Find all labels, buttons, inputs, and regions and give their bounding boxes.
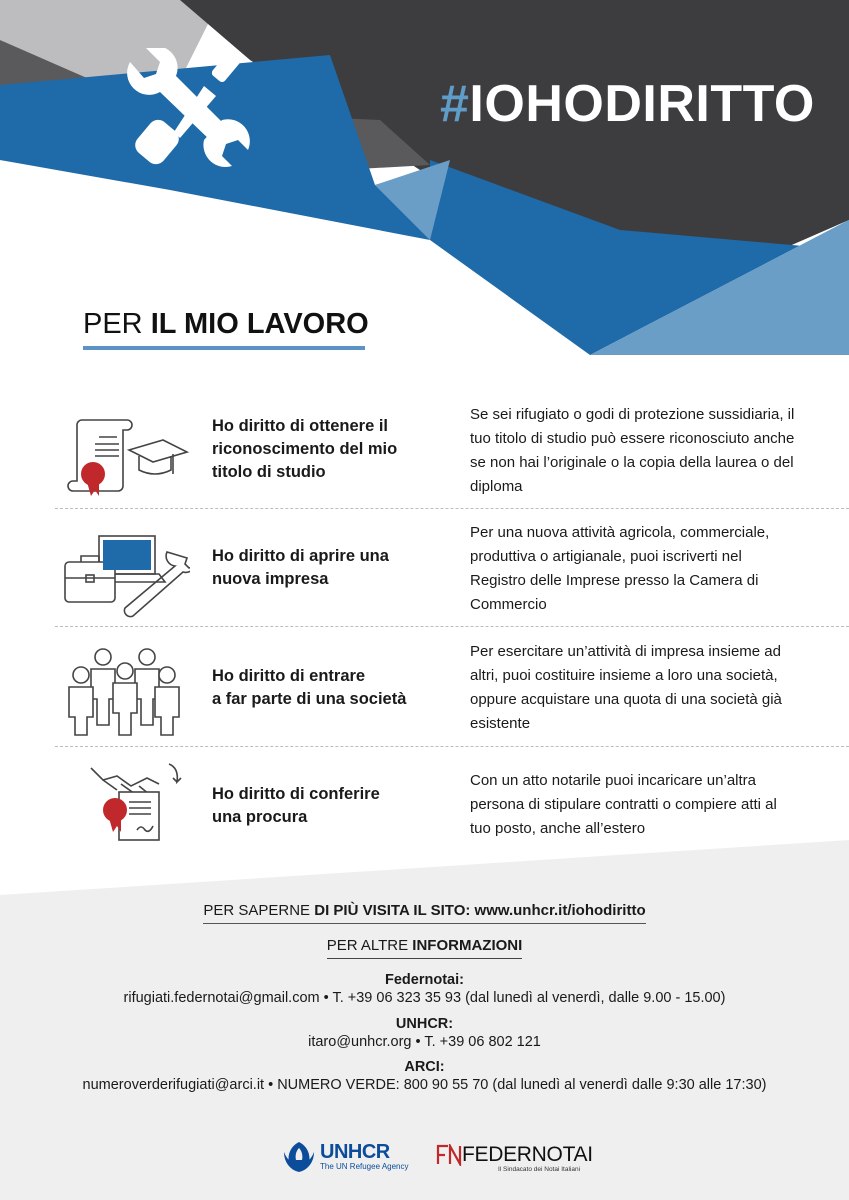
- visit-site-text: PER SAPERNE DI PIÙ VISITA IL SITO: www.unhcr.it/iohodiritto: [203, 902, 645, 924]
- contact-line-unhcr[interactable]: itaro@unhcr.org • T. +39 06 802 121: [308, 1034, 541, 1050]
- contact-org-unhcr: UNHCR:: [395, 1016, 454, 1032]
- federnotai-tagline: Il Sindacato dei Notai Italiani: [498, 1166, 581, 1173]
- wrench-screwdriver-icon: [122, 48, 257, 173]
- section-title: PER IL MIO LAVORO: [83, 308, 369, 340]
- unhcr-logo-text: UNHCR: [320, 1141, 390, 1163]
- unhcr-emblem-icon: [282, 1140, 316, 1174]
- people-group-icon: [55, 643, 190, 738]
- right-description: Se sei rifugiato o godi di protezione sussidiaria, il tuo titolo di studio può essere riconosciuto anche se non hai l’originale o la copia della laurea o del diploma: [470, 406, 795, 495]
- right-description: Con un atto notarile puoi incaricare un’altra persona di stipulare contratti o compiere atti al tuo posto, anche all’estero: [470, 772, 777, 837]
- diploma-graduation-cap-icon: [55, 412, 190, 502]
- contact-line-arci[interactable]: numeroverderifugiati@arci.it • NUMERO VERDE: 800 90 55 70 (dal lunedì al venerdì dalle 9:30 alle 17:30): [82, 1077, 767, 1093]
- hashtag-title: #IOHODIRITTO: [440, 75, 815, 133]
- more-info-heading: PER ALTRE INFORMAZIONI: [327, 937, 523, 959]
- more-info-line: [0, 937, 849, 959]
- right-heading: Ho diritto di conferire una procura: [212, 785, 380, 826]
- right-heading: Ho diritto di entrare a far parte di una società: [212, 667, 407, 708]
- business-tools-icon: [55, 532, 190, 632]
- handshake-document-icon: [85, 758, 220, 848]
- section-title-underline: [83, 346, 365, 350]
- right-heading: Ho diritto di aprire una nuova impresa: [212, 547, 389, 588]
- visit-site-link[interactable]: DI PIÙ VISITA IL SITO: www.unhcr.it/iohodiritto: [314, 902, 646, 919]
- row-divider: [55, 626, 849, 627]
- row-divider: [55, 508, 849, 509]
- right-description: Per esercitare un’attività di impresa insieme ad altri, puoi costituire insieme a loro una società, oppure acquistare una quota di una società già esistente: [470, 643, 782, 732]
- visit-site-line: [0, 902, 849, 924]
- contact-line-federnotai[interactable]: rifugiati.federnotai@gmail.com • T. +39 06 323 35 93 (dal lunedì al venerdì, dalle 9.00 - 15.00): [123, 990, 726, 1006]
- contact-org-federnotai: Federnotai:: [385, 972, 464, 988]
- unhcr-tagline: The UN Refugee Agency: [320, 1162, 409, 1171]
- partner-logos: [0, 1140, 849, 1180]
- row-divider: [55, 746, 849, 747]
- federnotai-logo-text: FEDERNOTAI: [462, 1143, 593, 1166]
- right-description: Per una nuova attività agricola, commerciale, produttiva o artigianale, puoi iscriverti nel Registro delle Imprese presso la Camera di Commercio: [470, 524, 770, 613]
- federnotai-mark-icon: [436, 1144, 462, 1166]
- right-heading: Ho diritto di ottenere il riconoscimento del mio titolo di studio: [212, 417, 398, 481]
- contact-org-arci: ARCI:: [404, 1059, 445, 1075]
